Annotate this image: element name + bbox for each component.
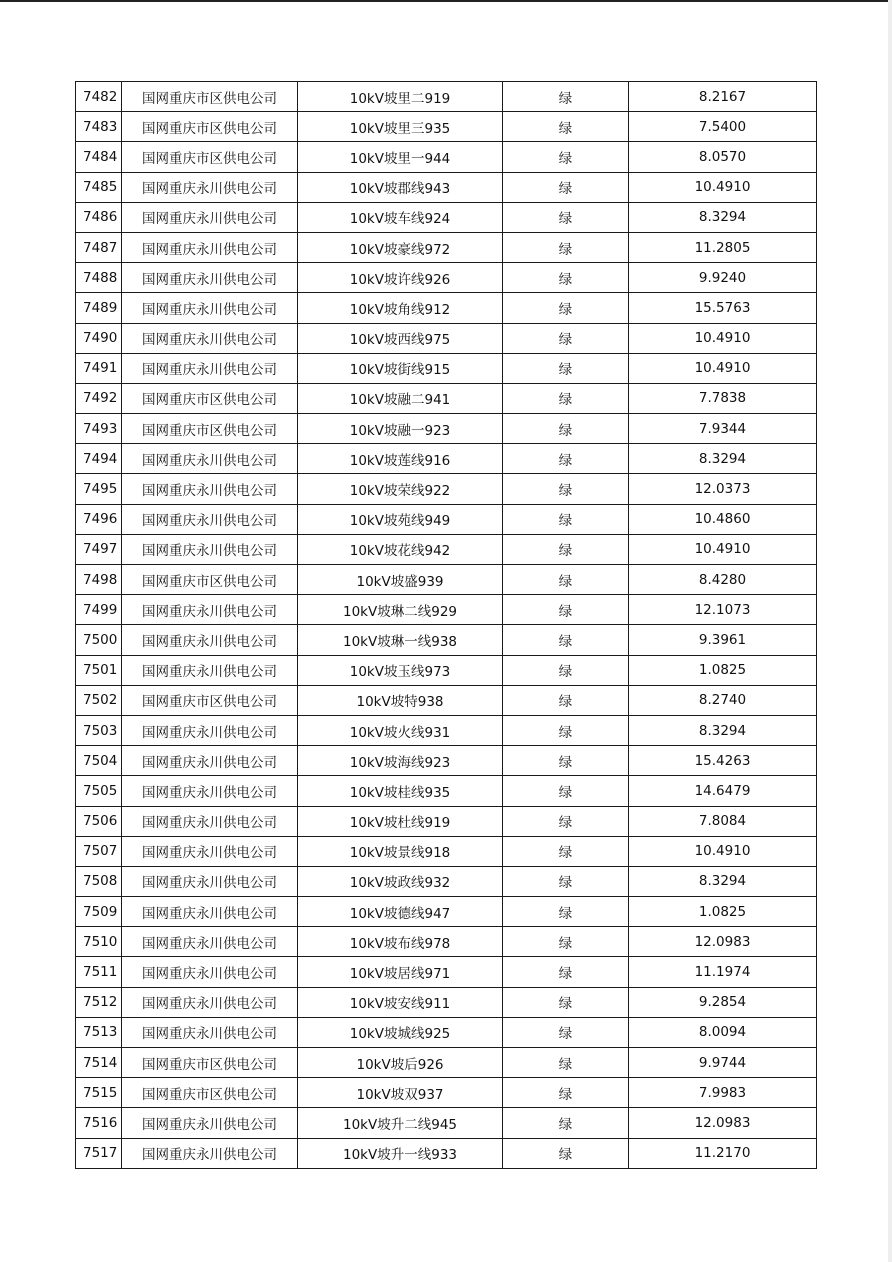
row-number-cell: 7485 (76, 172, 122, 202)
value-cell: 10.4910 (629, 172, 817, 202)
line-name-cell: 10kV坡苑线949 (298, 504, 503, 534)
status-cell: 绿 (503, 715, 629, 745)
table-row (76, 715, 817, 745)
row-number-cell: 7514 (76, 1048, 122, 1078)
company-cell: 国网重庆永川供电公司 (122, 866, 298, 896)
value-cell: 10.4910 (629, 353, 817, 383)
value-cell: 9.9744 (629, 1048, 817, 1078)
line-name-cell: 10kV坡双937 (298, 1078, 503, 1108)
line-name-cell: 10kV坡街线915 (298, 353, 503, 383)
table-row (76, 1017, 817, 1047)
row-number-cell: 7493 (76, 414, 122, 444)
row-number-cell: 7515 (76, 1078, 122, 1108)
value-cell: 8.2740 (629, 685, 817, 715)
status-cell: 绿 (503, 444, 629, 474)
row-number-cell: 7511 (76, 957, 122, 987)
table-row (76, 1048, 817, 1078)
company-cell: 国网重庆永川供电公司 (122, 595, 298, 625)
company-cell: 国网重庆永川供电公司 (122, 715, 298, 745)
value-cell: 8.3294 (629, 202, 817, 232)
value-cell: 7.8084 (629, 806, 817, 836)
line-name-cell: 10kV坡莲线916 (298, 444, 503, 474)
row-number-cell: 7484 (76, 142, 122, 172)
line-name-cell: 10kV坡融二941 (298, 383, 503, 413)
line-name-cell: 10kV坡许线926 (298, 263, 503, 293)
table-row (76, 866, 817, 896)
company-cell: 国网重庆永川供电公司 (122, 1138, 298, 1168)
company-cell: 国网重庆永川供电公司 (122, 353, 298, 383)
company-cell: 国网重庆永川供电公司 (122, 746, 298, 776)
row-number-cell: 7490 (76, 323, 122, 353)
line-name-cell: 10kV坡琳一线938 (298, 625, 503, 655)
status-cell: 绿 (503, 625, 629, 655)
status-cell: 绿 (503, 1078, 629, 1108)
row-number-cell: 7488 (76, 263, 122, 293)
status-cell: 绿 (503, 202, 629, 232)
row-number-cell: 7506 (76, 806, 122, 836)
table-row (76, 685, 817, 715)
table-row (76, 112, 817, 142)
table-row (76, 806, 817, 836)
status-cell: 绿 (503, 293, 629, 323)
status-cell: 绿 (503, 112, 629, 142)
status-cell: 绿 (503, 866, 629, 896)
line-name-cell: 10kV坡火线931 (298, 715, 503, 745)
row-number-cell: 7501 (76, 655, 122, 685)
status-cell: 绿 (503, 142, 629, 172)
value-cell: 1.0825 (629, 655, 817, 685)
company-cell: 国网重庆永川供电公司 (122, 655, 298, 685)
value-cell: 12.0983 (629, 1108, 817, 1138)
line-name-cell: 10kV坡德线947 (298, 897, 503, 927)
value-cell: 11.2170 (629, 1138, 817, 1168)
row-number-cell: 7500 (76, 625, 122, 655)
status-cell: 绿 (503, 655, 629, 685)
row-number-cell: 7509 (76, 897, 122, 927)
company-cell: 国网重庆永川供电公司 (122, 897, 298, 927)
table-row (76, 232, 817, 262)
company-cell: 国网重庆永川供电公司 (122, 927, 298, 957)
table-body (76, 82, 817, 1169)
line-name-cell: 10kV坡车线924 (298, 202, 503, 232)
line-name-cell: 10kV坡盛939 (298, 565, 503, 595)
table-row (76, 595, 817, 625)
status-cell: 绿 (503, 897, 629, 927)
status-cell: 绿 (503, 172, 629, 202)
status-cell: 绿 (503, 534, 629, 564)
table-row (76, 897, 817, 927)
company-cell: 国网重庆永川供电公司 (122, 987, 298, 1017)
value-cell: 8.3294 (629, 866, 817, 896)
table-row (76, 746, 817, 776)
row-number-cell: 7494 (76, 444, 122, 474)
row-number-cell: 7492 (76, 383, 122, 413)
value-cell: 11.2805 (629, 232, 817, 262)
value-cell: 12.1073 (629, 595, 817, 625)
row-number-cell: 7503 (76, 715, 122, 745)
status-cell: 绿 (503, 1138, 629, 1168)
value-cell: 10.4860 (629, 504, 817, 534)
table-row (76, 383, 817, 413)
value-cell: 7.9983 (629, 1078, 817, 1108)
company-cell: 国网重庆市区供电公司 (122, 685, 298, 715)
row-number-cell: 7487 (76, 232, 122, 262)
company-cell: 国网重庆永川供电公司 (122, 776, 298, 806)
status-cell: 绿 (503, 685, 629, 715)
line-name-cell: 10kV坡景线918 (298, 836, 503, 866)
table-row (76, 1078, 817, 1108)
company-cell: 国网重庆市区供电公司 (122, 142, 298, 172)
company-cell: 国网重庆永川供电公司 (122, 534, 298, 564)
company-cell: 国网重庆市区供电公司 (122, 383, 298, 413)
table-row (76, 444, 817, 474)
company-cell: 国网重庆永川供电公司 (122, 172, 298, 202)
status-cell: 绿 (503, 776, 629, 806)
page-right-edge (888, 0, 892, 1262)
row-number-cell: 7489 (76, 293, 122, 323)
value-cell: 8.4280 (629, 565, 817, 595)
status-cell: 绿 (503, 565, 629, 595)
company-cell: 国网重庆永川供电公司 (122, 323, 298, 353)
status-cell: 绿 (503, 263, 629, 293)
row-number-cell: 7502 (76, 685, 122, 715)
line-name-cell: 10kV坡升二线945 (298, 1108, 503, 1138)
line-name-cell: 10kV坡居线971 (298, 957, 503, 987)
company-cell: 国网重庆永川供电公司 (122, 263, 298, 293)
table-row (76, 655, 817, 685)
value-cell: 15.4263 (629, 746, 817, 776)
value-cell: 7.9344 (629, 414, 817, 444)
status-cell: 绿 (503, 836, 629, 866)
table-row (76, 534, 817, 564)
line-name-cell: 10kV坡海线923 (298, 746, 503, 776)
table-row (76, 836, 817, 866)
company-cell: 国网重庆市区供电公司 (122, 414, 298, 444)
status-cell: 绿 (503, 504, 629, 534)
value-cell: 9.3961 (629, 625, 817, 655)
value-cell: 14.6479 (629, 776, 817, 806)
status-cell: 绿 (503, 957, 629, 987)
row-number-cell: 7504 (76, 746, 122, 776)
line-name-cell: 10kV坡布线978 (298, 927, 503, 957)
status-cell: 绿 (503, 323, 629, 353)
value-cell: 15.5763 (629, 293, 817, 323)
table-row (76, 82, 817, 112)
table-row (76, 323, 817, 353)
value-cell: 8.3294 (629, 715, 817, 745)
company-cell: 国网重庆永川供电公司 (122, 293, 298, 323)
value-cell: 8.2167 (629, 82, 817, 112)
table-row (76, 625, 817, 655)
company-cell: 国网重庆永川供电公司 (122, 474, 298, 504)
table-row (76, 957, 817, 987)
status-cell: 绿 (503, 1017, 629, 1047)
line-name-cell: 10kV坡安线911 (298, 987, 503, 1017)
line-name-cell: 10kV坡花线942 (298, 534, 503, 564)
status-cell: 绿 (503, 746, 629, 776)
company-cell: 国网重庆永川供电公司 (122, 957, 298, 987)
line-name-cell: 10kV坡琳二线929 (298, 595, 503, 625)
line-name-cell: 10kV坡里二919 (298, 82, 503, 112)
line-name-cell: 10kV坡桂线935 (298, 776, 503, 806)
company-cell: 国网重庆永川供电公司 (122, 836, 298, 866)
value-cell: 10.4910 (629, 836, 817, 866)
table-row (76, 172, 817, 202)
status-cell: 绿 (503, 1108, 629, 1138)
table-row (76, 474, 817, 504)
line-name-cell: 10kV坡里一944 (298, 142, 503, 172)
company-cell: 国网重庆永川供电公司 (122, 1108, 298, 1138)
company-cell: 国网重庆永川供电公司 (122, 202, 298, 232)
table-row (76, 776, 817, 806)
value-cell: 10.4910 (629, 534, 817, 564)
company-cell: 国网重庆永川供电公司 (122, 232, 298, 262)
table-row (76, 927, 817, 957)
status-cell: 绿 (503, 806, 629, 836)
row-number-cell: 7510 (76, 927, 122, 957)
table-row (76, 202, 817, 232)
company-cell: 国网重庆市区供电公司 (122, 565, 298, 595)
line-name-cell: 10kV坡角线912 (298, 293, 503, 323)
company-cell: 国网重庆永川供电公司 (122, 1017, 298, 1047)
value-cell: 12.0983 (629, 927, 817, 957)
row-number-cell: 7513 (76, 1017, 122, 1047)
status-cell: 绿 (503, 232, 629, 262)
page-top-rule (0, 0, 892, 2)
value-cell: 8.0094 (629, 1017, 817, 1047)
row-number-cell: 7496 (76, 504, 122, 534)
row-number-cell: 7495 (76, 474, 122, 504)
table-row (76, 1108, 817, 1138)
row-number-cell: 7497 (76, 534, 122, 564)
status-cell: 绿 (503, 927, 629, 957)
value-cell: 1.0825 (629, 897, 817, 927)
table-row (76, 353, 817, 383)
row-number-cell: 7507 (76, 836, 122, 866)
row-number-cell: 7486 (76, 202, 122, 232)
line-name-cell: 10kV坡西线975 (298, 323, 503, 353)
table-row (76, 263, 817, 293)
status-cell: 绿 (503, 474, 629, 504)
table-row (76, 142, 817, 172)
status-cell: 绿 (503, 82, 629, 112)
row-number-cell: 7498 (76, 565, 122, 595)
line-name-cell: 10kV坡城线925 (298, 1017, 503, 1047)
company-cell: 国网重庆市区供电公司 (122, 1078, 298, 1108)
value-cell: 7.5400 (629, 112, 817, 142)
row-number-cell: 7499 (76, 595, 122, 625)
data-table (75, 81, 817, 1169)
row-number-cell: 7505 (76, 776, 122, 806)
value-cell: 9.2854 (629, 987, 817, 1017)
company-cell: 国网重庆市区供电公司 (122, 112, 298, 142)
value-cell: 12.0373 (629, 474, 817, 504)
company-cell: 国网重庆永川供电公司 (122, 444, 298, 474)
row-number-cell: 7508 (76, 866, 122, 896)
table-row (76, 504, 817, 534)
status-cell: 绿 (503, 383, 629, 413)
status-cell: 绿 (503, 414, 629, 444)
table-row (76, 1138, 817, 1168)
company-cell: 国网重庆市区供电公司 (122, 82, 298, 112)
table-row (76, 414, 817, 444)
status-cell: 绿 (503, 1048, 629, 1078)
line-name-cell: 10kV坡升一线933 (298, 1138, 503, 1168)
company-cell: 国网重庆永川供电公司 (122, 625, 298, 655)
status-cell: 绿 (503, 353, 629, 383)
row-number-cell: 7516 (76, 1108, 122, 1138)
value-cell: 9.9240 (629, 263, 817, 293)
company-cell: 国网重庆永川供电公司 (122, 504, 298, 534)
value-cell: 8.3294 (629, 444, 817, 474)
value-cell: 10.4910 (629, 323, 817, 353)
line-name-cell: 10kV坡荣线922 (298, 474, 503, 504)
value-cell: 8.0570 (629, 142, 817, 172)
table-row (76, 987, 817, 1017)
row-number-cell: 7482 (76, 82, 122, 112)
line-name-cell: 10kV坡豪线972 (298, 232, 503, 262)
line-name-cell: 10kV坡政线932 (298, 866, 503, 896)
line-name-cell: 10kV坡后926 (298, 1048, 503, 1078)
table-row (76, 565, 817, 595)
line-name-cell: 10kV坡特938 (298, 685, 503, 715)
status-cell: 绿 (503, 987, 629, 1017)
value-cell: 7.7838 (629, 383, 817, 413)
value-cell: 11.1974 (629, 957, 817, 987)
line-name-cell: 10kV坡郡线943 (298, 172, 503, 202)
row-number-cell: 7517 (76, 1138, 122, 1168)
company-cell: 国网重庆永川供电公司 (122, 806, 298, 836)
table-row (76, 293, 817, 323)
status-cell: 绿 (503, 595, 629, 625)
line-name-cell: 10kV坡融一923 (298, 414, 503, 444)
line-name-cell: 10kV坡杜线919 (298, 806, 503, 836)
line-name-cell: 10kV坡玉线973 (298, 655, 503, 685)
row-number-cell: 7512 (76, 987, 122, 1017)
row-number-cell: 7483 (76, 112, 122, 142)
line-name-cell: 10kV坡里三935 (298, 112, 503, 142)
company-cell: 国网重庆市区供电公司 (122, 1048, 298, 1078)
row-number-cell: 7491 (76, 353, 122, 383)
